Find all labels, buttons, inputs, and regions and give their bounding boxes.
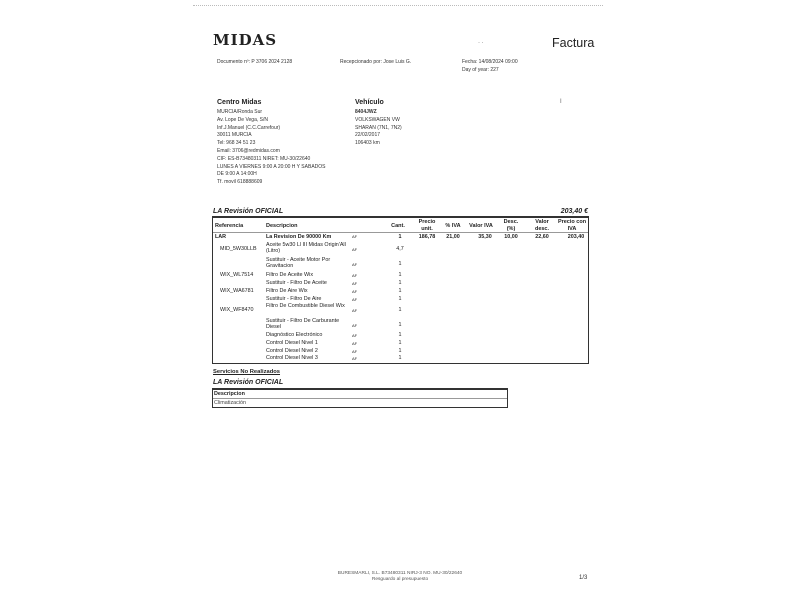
row-af: AF <box>352 323 358 328</box>
page-number: 1/3 <box>579 575 588 581</box>
row-desc: Aceite 5w30 Ll III Midas Origin'All (Litro) <box>266 242 346 254</box>
invoice-date: Fecha: 14/08/2024 09:00 <box>462 59 518 65</box>
row-af: AF <box>352 262 358 267</box>
row-af: AF <box>352 247 358 252</box>
centro-line: Inf.J.Manuel (C.C.Carrefour) <box>217 124 281 131</box>
col-cant: Cant. <box>391 223 405 229</box>
centro-cif: CIF: ES-B73480311 NIRET: MU-30/22640 <box>217 155 311 162</box>
col-iva: % IVA <box>445 223 461 229</box>
header-marks: · · <box>478 40 484 46</box>
row-af: AF <box>352 297 358 302</box>
row-qty: 1 <box>398 288 402 294</box>
row-af: AF <box>352 234 358 239</box>
row-qty: 1 <box>398 307 402 313</box>
vehicle-model: SHARAN (7N1, 7N2) <box>355 124 402 131</box>
row-qty: 1 <box>398 340 402 346</box>
vehicle-date: 22/02/2017 <box>355 132 381 139</box>
row-af: AF <box>352 273 358 278</box>
section-total: 203,40 € <box>560 208 588 215</box>
row-iva-pct: 21,00 <box>446 234 460 240</box>
col-descripcion: Descripcion <box>266 223 298 229</box>
row-qty: 1 <box>398 322 402 328</box>
row-discount-value: 22,60 <box>535 234 549 240</box>
not-done-col-header: Descripcion <box>214 391 245 397</box>
centro-hours: LUNES A VIERNES 9:00 A 20:00 H Y SABADOS <box>217 163 326 170</box>
vehicle-info <box>355 109 402 148</box>
row-qty: 1 <box>398 348 402 354</box>
row-af: AF <box>352 356 358 361</box>
row-desc: Control Diesel Nivel 2 <box>266 348 318 354</box>
vehicle-plate: 8404JWZ <box>355 109 377 115</box>
row-af: AF <box>352 289 358 294</box>
row-qty: 1 <box>398 296 402 302</box>
centro-email: Email: 3706@redmidas.com <box>217 147 280 154</box>
not-done-title: LA Revisión OFICIAL <box>213 379 284 386</box>
col-desc-pct: Desc. (%) <box>503 219 519 232</box>
centro-line: Av. Lope De Vega, S/N <box>217 116 268 123</box>
row-desc: Control Diesel Nivel 1 <box>266 340 318 346</box>
not-done-item: Climatización <box>214 400 247 406</box>
col-valor-iva: Valor IVA <box>469 223 493 229</box>
centro-line: MURCIA/Ronda Sur <box>217 109 263 115</box>
not-done-header-divider <box>213 398 507 399</box>
row-desc: Filtro De Aceite Wix <box>266 272 314 278</box>
row-qty: 1 <box>398 332 402 338</box>
row-ref: WIX_WF8470 <box>220 307 254 313</box>
row-desc: Sustituir - Filtro De Aire <box>266 296 322 302</box>
section-title: LA Revisión OFICIAL <box>213 208 284 215</box>
top-divider <box>193 5 603 6</box>
row-qty: 4,7 <box>396 246 404 252</box>
row-af: AF <box>352 281 358 286</box>
row-desc: Control Diesel Nivel 3 <box>266 355 318 361</box>
row-ref: WIX_WA6781 <box>220 288 254 294</box>
row-af: AF <box>352 333 358 338</box>
vehicle-title: Vehículo <box>355 99 384 106</box>
row-af: AF <box>352 308 358 313</box>
row-ref: LAR <box>215 234 227 240</box>
row-af: AF <box>352 341 358 346</box>
col-precio-unit: Precio unit. <box>418 219 436 232</box>
day-of-year: Day of year: 227 <box>462 67 499 73</box>
row-qty: 1 <box>398 261 402 267</box>
row-iva-value: 35,30 <box>478 234 492 240</box>
row-qty: 1 <box>398 272 402 278</box>
row-desc: Diagnóstico Electrónico <box>266 332 323 338</box>
stamp-mark: I <box>560 99 562 105</box>
row-desc: Filtro De Aire Wix <box>266 288 308 294</box>
row-total: 203,40 <box>567 234 585 240</box>
received-by: Recepcionado por: Jose Luis G. <box>340 59 412 65</box>
row-qty: 1 <box>398 355 402 361</box>
row-desc: Sustituir - Filtro De Carburante Diesel <box>266 318 340 330</box>
row-price-unit: 186,78 <box>418 234 436 240</box>
row-ref: WIX_WL7514 <box>220 272 254 278</box>
footer-company: BURESMARLI, S.L. B73480311 NIRJ-3 NO. MU-30/22640 <box>337 571 463 576</box>
row-discount-pct: 10,00 <box>504 234 518 240</box>
row-qty: 1 <box>398 234 402 240</box>
centro-phone: Tel: 968 34 51 23 <box>217 140 256 147</box>
footer-note: Resguardo al presupuesto <box>371 577 429 582</box>
not-done-heading: Servicios No Realizados <box>213 369 281 375</box>
row-af: AF <box>352 349 358 354</box>
row-ref: MID_5W30LLB <box>220 246 257 252</box>
document-number: Documento nº: P 3706 2024 2128 <box>217 59 293 65</box>
centro-address <box>217 109 326 187</box>
row-desc: Sustituir - Filtro De Aceite <box>266 280 327 286</box>
centro-line: 30011 MURCIA <box>217 132 252 139</box>
col-precio-iva: Precio con IVA <box>557 219 587 232</box>
row-desc: Sustituir - Aceite Motor Por Gravitacion <box>266 257 331 269</box>
centro-title: Centro Midas <box>217 99 262 106</box>
row-desc: La Revision De 90000 Km <box>266 234 332 240</box>
centro-mobile: Tf. movil 618888609 <box>217 179 263 186</box>
centro-hours-2: DE 9:00 A 14:00H <box>217 171 257 178</box>
col-valor-desc: Valor desc. <box>534 219 550 232</box>
row-desc: Filtro De Combustible Diesel Wix <box>266 303 345 309</box>
document-type-title: Factura <box>552 36 595 50</box>
midas-logo: MIDAS <box>213 31 278 49</box>
col-referencia: Referencia <box>215 223 244 229</box>
vehicle-make: VOLKSWAGEN VW <box>355 116 400 123</box>
vehicle-km: 106403 km <box>355 140 380 147</box>
row-qty: 1 <box>398 280 402 286</box>
